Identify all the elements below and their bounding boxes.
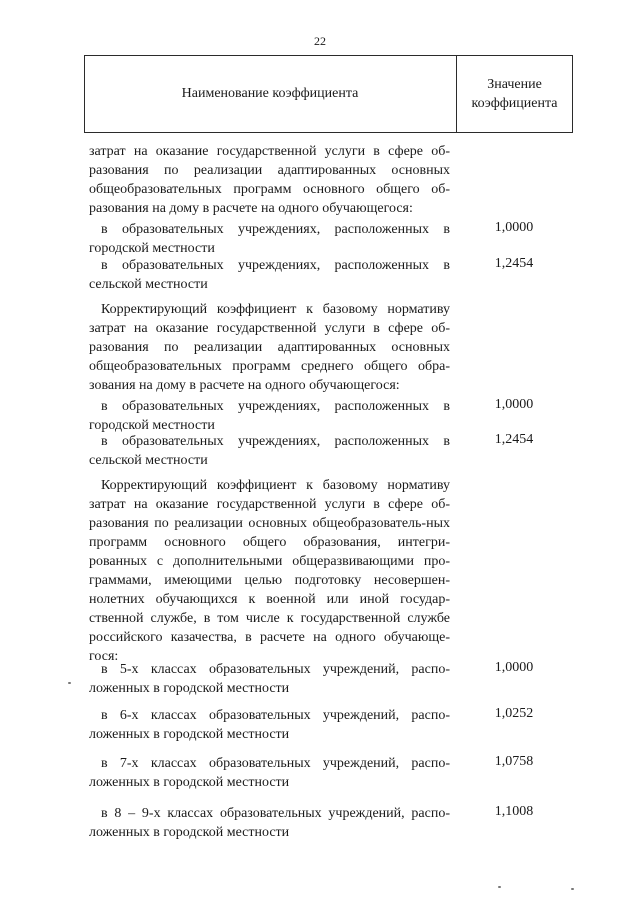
intro-text: затрат на оказание государственной услуги в сфере об-разования по реализации адаптированных основных общеобразовательных программ основного общего об-разования на дому в расчете на одного обучающегося:: [89, 144, 450, 216]
row-value: 1,2454: [494, 432, 534, 447]
row-label: в 8 – 9-х классах образовательных учреждений, распо-ложенных в городской местности: [89, 806, 450, 840]
row-label: в образовательных учреждениях, расположенных в городской местности: [89, 222, 450, 256]
row-label: в образовательных учреждениях, расположенных в сельской местности: [89, 434, 450, 468]
row-label: в образовательных учреждениях, расположенных в городской местности: [89, 399, 450, 433]
row-value: 1,0000: [494, 397, 534, 412]
row-value: 1,0000: [494, 660, 534, 675]
page-number: 22: [314, 34, 326, 48]
row-label: в образовательных учреждениях, расположенных в сельской местности: [89, 258, 450, 292]
row-value: 1,0000: [494, 220, 534, 235]
scan-speck: [571, 888, 574, 890]
row-value: 1,2454: [494, 256, 534, 271]
scan-speck: [498, 886, 501, 888]
section-title: Корректирующий коэффициент к базовому нормативу затрат на оказание государственной услуги в сфере об-разования по реализации основных общеобразователь-ных программ основного общего образования, интегри-рованных с дополнительными общеразвивающими про-граммами, имеющими целью подготовку несовершен-нолетних обучающихся к военной или иной государ-ственной службе, в том числе к государственной службе российского казачества, в расчете на одного обучающе-гося:: [89, 478, 450, 664]
row-value: 1,0252: [494, 706, 534, 721]
row-label: в 7-х классах образовательных учреждений, распо-ложенных в городской местности: [89, 756, 450, 790]
column-header-name: Наименование коэффициента: [181, 86, 359, 101]
row-label: в 6-х классах образовательных учреждений, распо-ложенных в городской местности: [89, 708, 450, 742]
row-value: 1,1008: [494, 804, 534, 819]
section-title: Корректирующий коэффициент к базовому нормативу затрат на оказание государственной услуги в сфере об-разования по реализации адаптированных основных общеобразовательных программ среднего общего обра-зования на дому в расчете на одного обучающегося:: [89, 302, 450, 393]
row-label: в 5-х классах образовательных учреждений, распо-ложенных в городской местности: [89, 662, 450, 696]
column-header-value: Значение коэффициента: [471, 77, 558, 111]
scan-speck: [68, 682, 71, 684]
row-value: 1,0758: [494, 754, 534, 769]
